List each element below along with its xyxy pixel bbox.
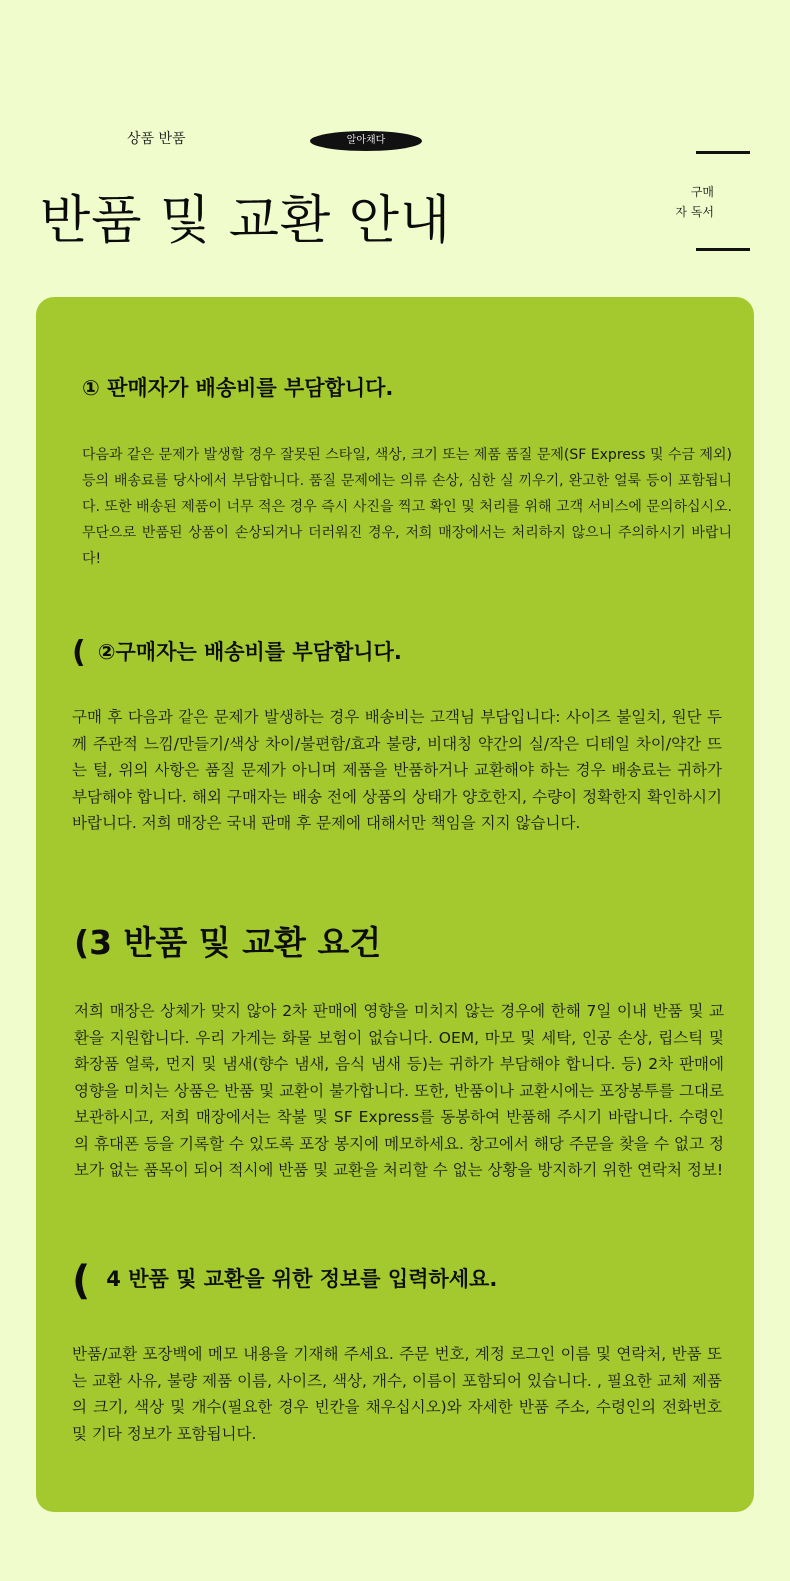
section-body: 저희 매장은 상체가 맞지 않아 2차 판매에 영향을 미치지 않는 경우에 한해 7일 이내 반품 및 교환을 지원합니다. 우리 가게는 화물 보험이 없습니다. OEM, 마모 및 세탁, 인공 손상, 립스틱 및 화장품 얼룩, 먼지 및 냄새(향수 냄새, 음식 냄새 등)는 귀하가 부담해야 합니다. 등) 2차 판매에 영향을 미치는 상품은 반품 및 교환이 불가합니다. 또한, 반품이나 교환시에는 포장봉투를 그대로 보관하시고, 저희 매장에서는 착불 및 SF Express를 동봉하여 반품해 주시기 바랍니다. 수령인의 휴대폰 등을 기록할 수 있도록 포장 봉지에 메모하세요. 창고에서 해당 주문을 찾을 수 없고 정보가 없는 품목이 되어 적시에 반품 및 교환을 처리할 수 없는 상황을 방지하기 위한 연락처 정보! xyxy=(74,1002,724,1179)
section-title-text: ②구매자는 배송비를 부담합니다. xyxy=(97,640,402,664)
bracket-glyph: ( xyxy=(72,1258,91,1304)
page-title: 반품 및 교환 안내 xyxy=(40,191,452,251)
section-title-text: 4 반품 및 교환을 위한 정보를 입력하세요. xyxy=(106,1267,498,1291)
section-return-requirements xyxy=(74,917,724,1184)
section-title: (3 반품 및 교환 요건 xyxy=(74,923,382,962)
content-card xyxy=(36,297,754,1512)
bracket-glyph: ( xyxy=(72,635,86,670)
section-body: 구매 후 다음과 같은 문제가 발생하는 경우 배송비는 고객님 부담입니다: 사이즈 불일치, 원단 두께 주관적 느낌/만들기/색상 차이/불편함/효과 불량, 비대칭 약간의 실/작은 디테일 차이/약간 뜨는 털, 위의 사항은 품질 문제가 아니며 제품을 반품하거나 교환해야 하는 경우 배송료는 귀하가 부담해야 합니다. 해외 구매자는 배송 전에 상품의 상태가 양호한지, 수량이 정확한지 확인하시기 바랍니다. 저희 매장은 국내 판매 후 문제에 대해서만 책임을 지지 않습니다. xyxy=(72,708,722,832)
side-rule-top xyxy=(696,151,750,154)
section-return-info xyxy=(72,1258,722,1447)
eyebrow-label: 상품 반품 xyxy=(127,131,186,147)
section-title: ① 판매자가 배송비를 부담합니다. xyxy=(82,376,394,400)
section-buyer-shipping xyxy=(72,636,722,837)
section-seller-shipping xyxy=(82,372,732,572)
section-title xyxy=(72,1258,722,1304)
section-body: 반품/교환 포장백에 메모 내용을 기재해 주세요. 주문 번호, 계정 로그인 이름 및 연락처, 반품 또는 교환 사유, 불량 제품 이름, 사이즈, 색상, 개수, 이름이 포함되어 있습니다. , 필요한 교체 제품의 크기, 색상 및 개수(필요한 경우 빈칸을 채우십시오)와 자세한 반품 주소, 수령인의 전화번호 및 기타 정보가 포함됩니다. xyxy=(72,1345,722,1443)
section-body: 다음과 같은 문제가 발생할 경우 잘못된 스타일, 색상, 크기 또는 제품 품질 문제(SF Express 및 수금 제외) 등의 배송료를 당사에서 부담합니다. 품질 문제에는 의류 손상, 심한 실 끼우기, 완고한 얼룩 등이 포함됩니다. 또한 배송된 제품이 너무 적은 경우 즉시 사진을 찍고 확인 및 처리를 위해 고객 서비스에 문의하십시오. 무단으로 반품된 상품이 손상되거나 더러워진 경우, 저희 매장에서는 처리하지 않으니 주의하시기 바랍니다! xyxy=(82,447,732,567)
page-header xyxy=(0,0,790,290)
section-title xyxy=(72,636,722,668)
side-rule-bottom xyxy=(696,248,750,251)
notice-pill: 알아채다 xyxy=(310,131,422,151)
side-label-line2: 자 독서 xyxy=(675,205,714,219)
side-label xyxy=(644,182,714,222)
side-label-line1: 구매 xyxy=(690,185,714,199)
